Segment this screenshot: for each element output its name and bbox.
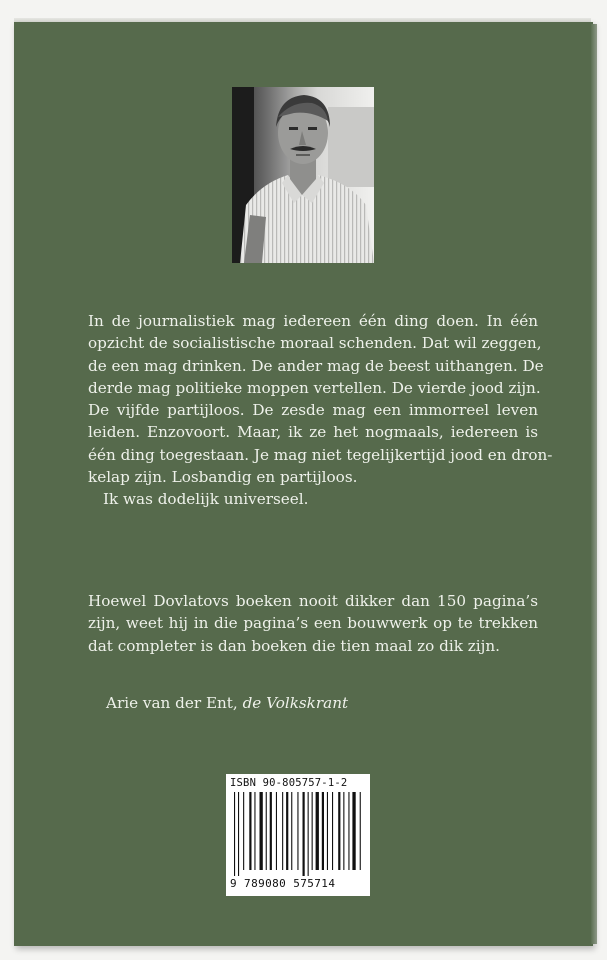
blurb-line: derde mag politieke moppen vertellen. De vierde jood zijn. (88, 378, 541, 397)
barcode-bar (238, 792, 239, 876)
barcode-bar (360, 792, 361, 870)
barcode-bar (352, 792, 355, 870)
barcode-bar (270, 792, 272, 870)
barcode-bar (266, 792, 267, 870)
barcode-bar (291, 792, 292, 870)
barcode-bar (286, 792, 288, 870)
attribution-source: de Volkskrant (242, 694, 349, 712)
blurb-line: kelap zijn. Losbandig en partijloos. (88, 468, 358, 487)
review-attribution (106, 692, 348, 714)
barcode-bar (276, 792, 277, 870)
barcode-bar (312, 792, 313, 870)
barcode-bar (332, 792, 333, 870)
blurb-excerpt (88, 310, 553, 511)
barcode-bar (249, 792, 251, 870)
barcode-bar (308, 792, 309, 876)
barcode-bar (338, 792, 340, 870)
barcode-bar (316, 792, 319, 870)
barcode-bar (322, 792, 324, 870)
blurb-line: In de journalistiek mag iedereen één ding doen. In één (88, 312, 538, 330)
blurb-line: leiden. Enzovoort. Maar, ik ze het nogmaals, iedereen is (88, 423, 538, 442)
blurb-line: De vijfde partijloos. De zesde mag een immorreel leven (88, 401, 538, 420)
barcode-label (226, 774, 370, 896)
barcode-bar (243, 792, 244, 870)
review-line: Hoewel Dovlatovs boeken nooit dikker dan 150 pagina’s (88, 592, 538, 610)
barcode-bar (282, 792, 283, 870)
ean-digits: 9 789080 575714 (230, 877, 336, 890)
review-quote (88, 590, 538, 657)
isbn-number: ISBN 90-805757-1-2 (230, 777, 348, 789)
review-line: dat completer is dan boeken die tien maal zo dik zijn. (88, 636, 500, 655)
barcode-bar (343, 792, 344, 870)
barcode-bar (327, 792, 328, 870)
author-portrait-icon (232, 87, 374, 263)
barcode-bar (260, 792, 263, 870)
blurb-line: opzicht de socialistische moraal schenden. Dat wil zeggen, (88, 334, 542, 353)
blurb-closing-line: Ik was dodelijk universeel. (103, 490, 309, 509)
barcode-bar (297, 792, 298, 870)
barcode-bar (254, 792, 255, 870)
blurb-line: de een mag drinken. De ander mag de beest uithangen. De (88, 356, 544, 375)
review-line: zijn, weet hij in die pagina’s een bouwwerk op te trekken (88, 614, 538, 633)
blurb-line: één ding toegestaan. Je mag niet tegelijkertijd jood en dron- (88, 445, 553, 464)
cover-right-edge (591, 24, 597, 944)
barcode-bar (303, 792, 305, 876)
barcode-icon (232, 792, 364, 876)
attribution-author: Arie van der Ent, (106, 694, 238, 712)
barcode-bar (348, 792, 349, 870)
author-photo (232, 87, 374, 263)
barcode-bar (234, 792, 235, 876)
